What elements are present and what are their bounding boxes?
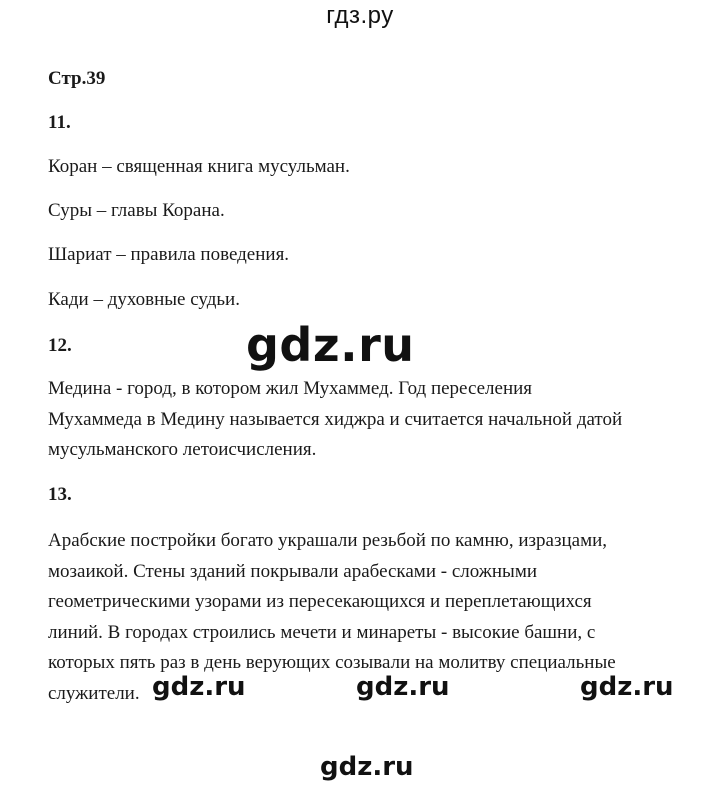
task-13-line-1: Арабские постройки богато украшали резьбой по камню, изразцами, xyxy=(48,530,608,551)
task-13-line-2: мозаикой. Стены зданий покрывали арабесками - сложными xyxy=(48,560,538,582)
task-11-line-3: Шариат – правила поведения. xyxy=(48,244,290,265)
task-number-12: 12. xyxy=(48,335,72,356)
task-12-paragraph xyxy=(48,374,622,466)
task-number-13: 13. xyxy=(48,484,72,505)
task-number-11: 11. xyxy=(48,112,71,133)
task-13-line-6: служители. xyxy=(48,682,140,704)
task-11-line-2: Суры – главы Корана. xyxy=(48,200,225,221)
page-number: Стр.39 xyxy=(48,68,106,89)
watermark-footer: gdz.ru xyxy=(320,752,414,782)
task-13-line-4: линий. В городах строились мечети и минареты - высокие башни, с xyxy=(48,621,596,643)
task-13-line-3: геометрическими узорами из пересекающихся и переплетающихся xyxy=(48,591,592,612)
task-13-paragraph xyxy=(48,526,616,709)
watermark-center: gdz.ru xyxy=(246,318,415,372)
task-11-line-1: Коран – священная книга мусульман. xyxy=(48,156,350,177)
watermark-bottom-left: gdz.ru xyxy=(152,672,246,702)
task-11-line-4: Кади – духовные судьи. xyxy=(48,289,240,310)
site-header: гдз.ру xyxy=(326,2,394,29)
watermark-bottom-center: gdz.ru xyxy=(356,672,450,702)
task-12-line-1: Медина - город, в котором жил Мухаммед. Год переселения xyxy=(48,378,533,399)
watermark-bottom-right: gdz.ru xyxy=(580,672,674,702)
task-13-line-5: которых пять раз в день верующих созывали на молитву специальные xyxy=(48,652,616,673)
task-12-line-3: мусульманского летоисчисления. xyxy=(48,439,317,460)
task-12-line-2: Мухаммеда в Медину называется хиджра и считается начальной датой xyxy=(48,408,623,430)
